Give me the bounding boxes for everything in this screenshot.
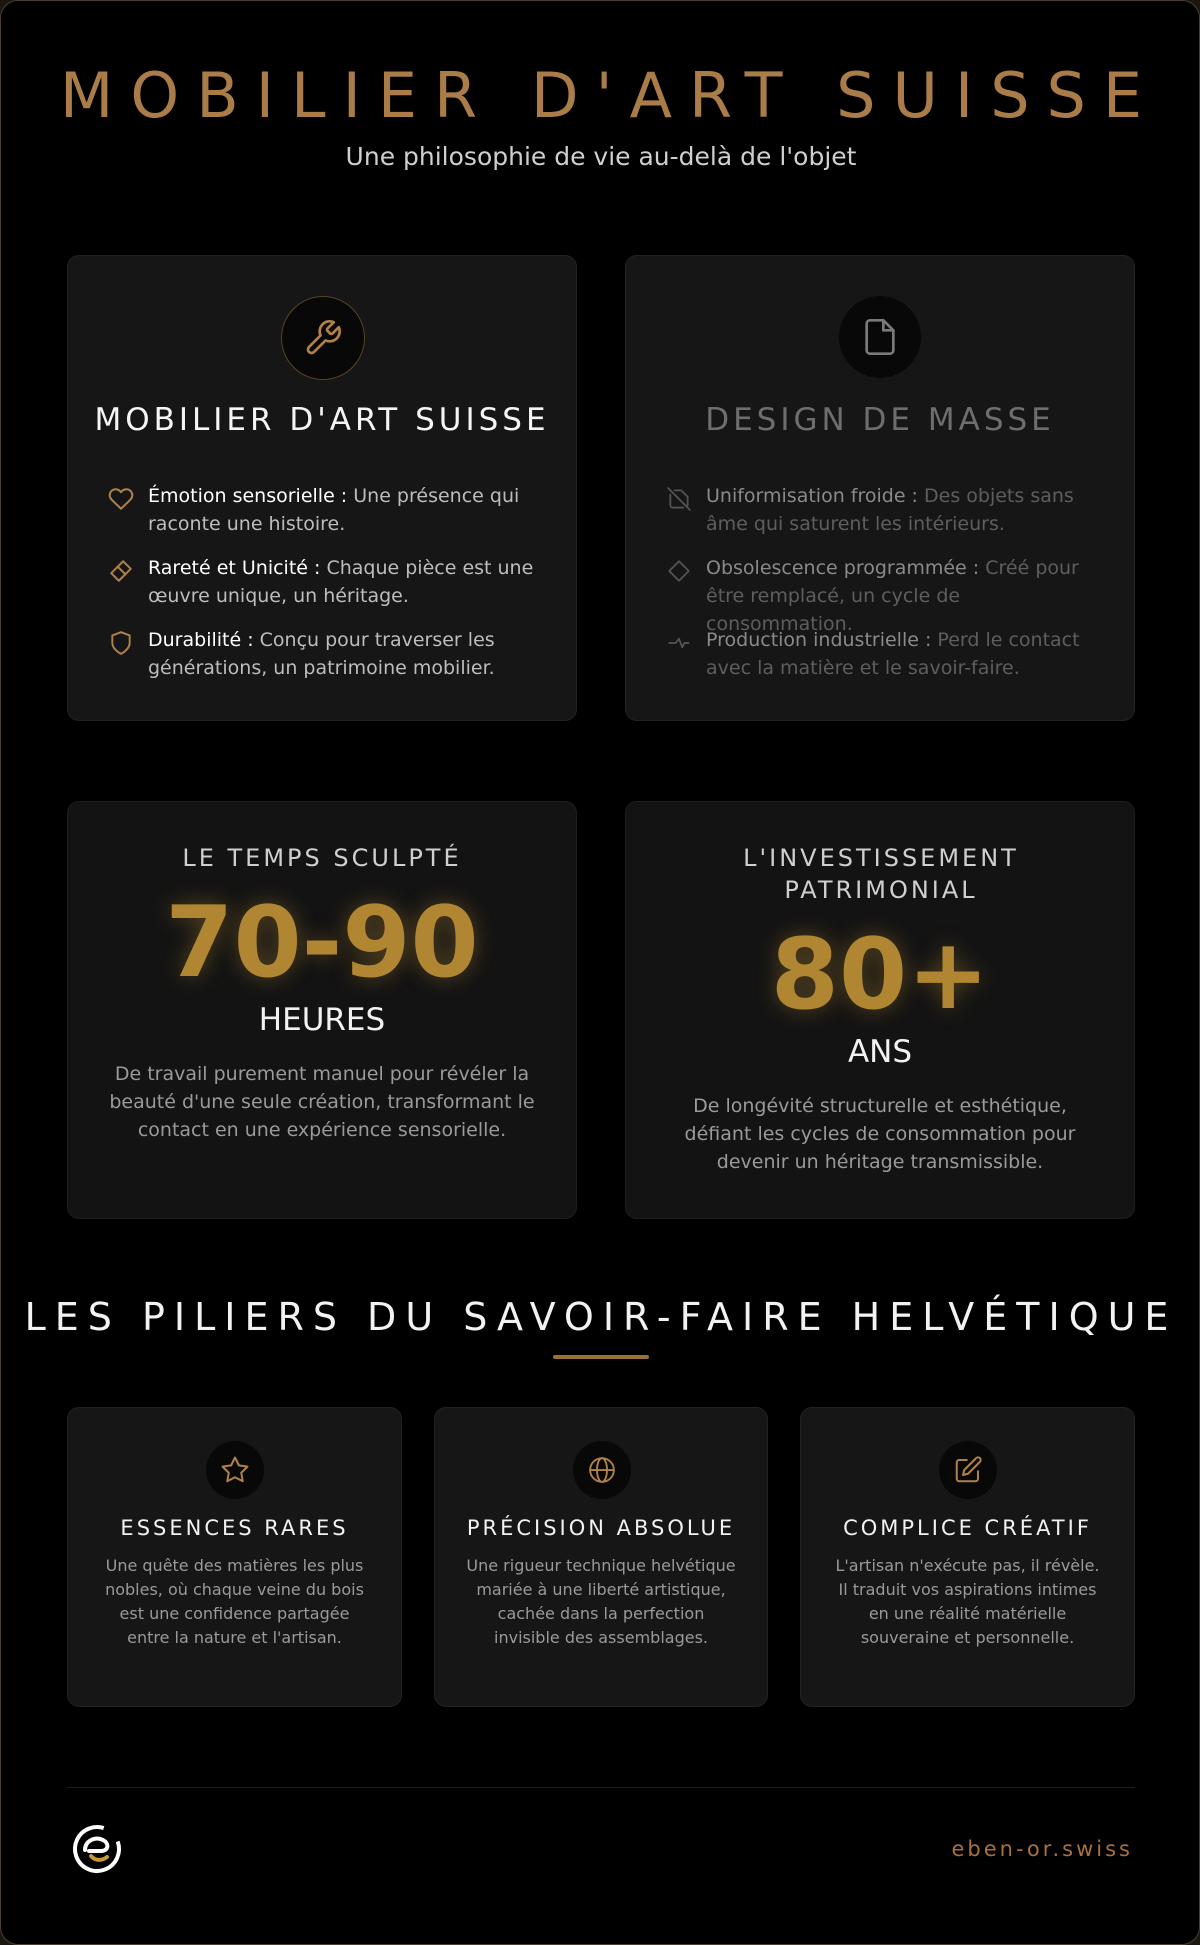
stat-card-time — [67, 801, 577, 1219]
item-label: Durabilité : — [148, 629, 254, 651]
art-item-text — [148, 626, 546, 682]
art-item-text — [148, 482, 546, 538]
item-description: Une présence qui raconte une histoire. — [148, 485, 520, 535]
item-description: Des objets sans âme qui saturent les intérieurs. — [706, 485, 1074, 535]
stat-value: 80+ — [770, 918, 990, 1032]
item-label: Obsolescence programmée : — [706, 557, 980, 579]
footer-url[interactable]: eben-or.swiss — [951, 1837, 1133, 1861]
section-underline — [553, 1355, 649, 1359]
pillar-card-essences — [67, 1407, 402, 1707]
pillar-title: ESSENCES RARES — [120, 1516, 349, 1540]
item-label: Rareté et Unicité : — [148, 557, 321, 579]
pillar-title: COMPLICE CRÉATIF — [843, 1516, 1092, 1540]
item-description: Conçu pour traverser les générations, un patrimoine mobilier. — [148, 629, 495, 679]
item-label: Uniformisation froide : — [706, 485, 918, 507]
pillar-description: Une quête des matières les plus nobles, où chaque veine du bois est une confidence partagée entre la nature et l'artisan. — [105, 1556, 364, 1647]
mass-item-uniformity — [666, 482, 1104, 542]
stat-kicker: LE TEMPS SCULPTÉ — [182, 844, 462, 872]
copy-off-icon — [666, 486, 692, 512]
globe-icon — [573, 1441, 631, 1499]
edit-icon — [939, 1441, 997, 1499]
diamond-outline-icon — [666, 558, 692, 584]
star-icon — [206, 1441, 264, 1499]
file-icon — [839, 296, 921, 378]
mass-item-text — [706, 482, 1104, 538]
heart-icon — [108, 486, 134, 512]
stat-card-investment — [625, 801, 1135, 1219]
art-item-emotion — [108, 482, 546, 542]
shield-icon — [108, 630, 134, 656]
section-title: LES PILIERS DU SAVOIR-FAIRE HELVÉTIQUE — [24, 1295, 1178, 1339]
mass-card-title: DESIGN DE MASSE — [705, 402, 1055, 438]
mass-item-obsolescence — [666, 554, 1104, 635]
art-card-title: MOBILIER D'ART SUISSE — [94, 402, 550, 438]
pillar-title: PRÉCISION ABSOLUE — [466, 1516, 736, 1540]
item-description: Perd le contact avec la matière et le savoir-faire. — [706, 629, 1080, 679]
stat-kicker: L'INVESTISSEMENT PATRIMONIAL — [743, 844, 1019, 904]
art-furniture-card — [67, 255, 577, 721]
footer-divider — [67, 1787, 1135, 1788]
pillar-description: Une rigueur technique helvétique mariée à une liberté artistique, cachée dans la perfection invisible des assemblages. — [466, 1556, 736, 1647]
stat-value: 70-90 — [165, 886, 479, 1000]
page-subtitle: Une philosophie de vie au-delà de l'objet — [345, 142, 857, 171]
pillar-description: L'artisan n'exécute pas, il révèle. Il traduit vos aspirations intimes en une réalité matérielle souveraine et personnelle. — [835, 1556, 1100, 1647]
wrench-icon — [281, 296, 365, 380]
eben-or-logo — [71, 1823, 123, 1875]
mass-design-card — [625, 255, 1135, 721]
stat-description: De travail purement manuel pour révéler la beauté d'une seule création, transformant le contact en une expérience sensorielle. — [109, 1063, 535, 1141]
factory-icon — [666, 630, 692, 656]
page-title: MOBILIER D'ART SUISSE — [59, 59, 1160, 132]
mass-item-industrial — [666, 626, 1104, 686]
diamond-icon — [108, 558, 134, 584]
art-item-rarity — [108, 554, 546, 614]
art-item-text — [148, 554, 546, 610]
pillar-card-precision — [434, 1407, 768, 1707]
item-description: Chaque pièce est une œuvre unique, un héritage. — [148, 557, 534, 607]
stat-unit: HEURES — [258, 1002, 386, 1038]
pillar-card-creative — [800, 1407, 1135, 1707]
mass-item-text — [706, 626, 1104, 682]
item-description: Créé pour être remplacé, un cycle de consommation. — [706, 557, 1079, 635]
art-item-durability — [108, 626, 546, 686]
stat-description: De longévité structurelle et esthétique, défiant les cycles de consommation pour devenir un héritage transmissible. — [684, 1095, 1076, 1173]
item-label: Émotion sensorielle : — [148, 485, 348, 507]
stat-unit: ANS — [847, 1034, 913, 1070]
item-label: Production industrielle : — [706, 629, 932, 651]
